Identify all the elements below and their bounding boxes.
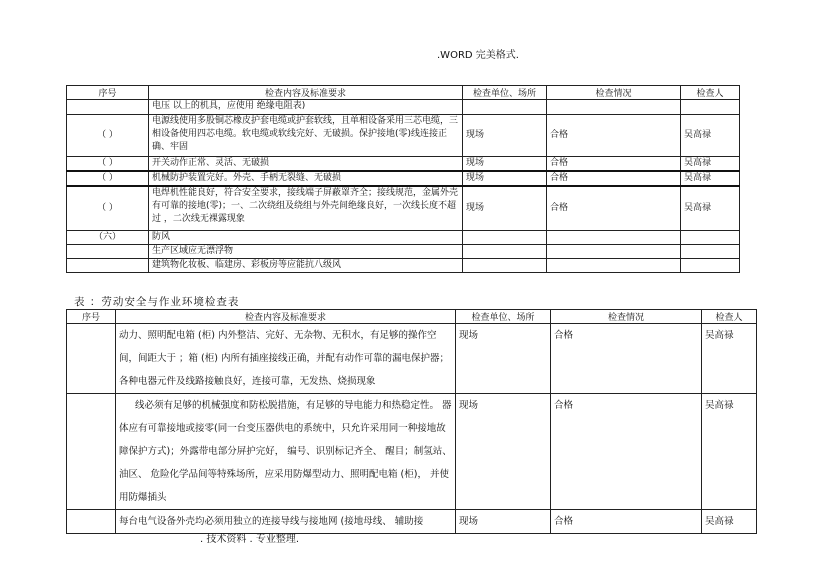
row-status: 合格 (547, 171, 681, 186)
table-row (67, 258, 740, 272)
table-row (67, 186, 740, 230)
row-unit (463, 100, 547, 115)
row-no: （ ） (67, 157, 149, 172)
row-no (67, 258, 149, 272)
table-row (67, 510, 757, 534)
header-inspector: 检查人 (702, 310, 757, 324)
row-inspector: 吴高禄 (681, 115, 740, 157)
row-no (67, 324, 116, 394)
row-unit: 现场 (456, 324, 551, 394)
row-unit: 现场 (463, 171, 547, 186)
header-status: 检查情况 (547, 86, 681, 100)
table-header-row (67, 310, 757, 324)
row-unit (463, 230, 547, 244)
row-no: （六） (67, 230, 149, 244)
header-no: 序号 (67, 310, 116, 324)
labor-safety-inspection-table (66, 309, 757, 534)
row-unit (463, 244, 547, 258)
row-inspector: 吴高禄 (702, 510, 757, 534)
row-inspector (681, 100, 740, 115)
row-no: （ ） (67, 115, 149, 157)
row-status: 合格 (551, 324, 702, 394)
table-row (67, 230, 740, 244)
row-content: 开关动作正常、灵活、无破损 (149, 157, 463, 172)
row-unit: 现场 (456, 394, 551, 510)
header-unit: 检查单位、场所 (456, 310, 551, 324)
table-row (67, 394, 757, 510)
row-inspector (681, 258, 740, 272)
row-status (547, 258, 681, 272)
header-no: 序号 (67, 86, 149, 100)
row-unit: 现场 (463, 157, 547, 172)
row-inspector: 吴高禄 (681, 157, 740, 172)
row-content: 防风 (149, 230, 463, 244)
row-status (547, 100, 681, 115)
row-inspector: 吴高禄 (702, 324, 757, 394)
table-row (67, 115, 740, 157)
row-no (67, 394, 116, 510)
table-row (67, 324, 757, 394)
header-inspector: 检查人 (681, 86, 740, 100)
header-status: 检查情况 (551, 310, 702, 324)
row-no (67, 100, 149, 115)
row-inspector (681, 244, 740, 258)
row-no: （ ） (67, 186, 149, 230)
row-unit: 现场 (463, 115, 547, 157)
row-content: 线必须有足够的机械强度和防松脱措施，有足够的导电能力和热稳定性。 器体应有可靠接地或接零(同一台变压器供电的系统中，只允许采用同一种接地故障保护方式)；外露带电部分屏护完好， 编号、识别标记齐全、 醒目；制氢站、油区、 危险化学品间等特殊场所，应采用防爆型动力、照明配电箱 (柜)， 并使用防爆插头 (116, 394, 456, 510)
header-note: .WORD 完美格式. (437, 50, 519, 61)
row-unit (463, 258, 547, 272)
footer-note: . 技术资料 . 专业整理. (200, 534, 300, 545)
table-row (67, 171, 740, 186)
row-inspector: 吴高禄 (681, 171, 740, 186)
row-content: 电源线使用多股铜芯橡皮护套电缆或护套软线，且单相设备采用三芯电缆，三相设备使用四芯电缆。软电缆或软线完好、无破损。保护接地(零)线连接正确、牢固 (149, 115, 463, 157)
row-content: 电压 以上的机具，应使用 绝缘电阻表) (149, 100, 463, 115)
row-inspector (681, 230, 740, 244)
row-content: 建筑物化妆板、临建房、彩板房等应能抗八级风 (149, 258, 463, 272)
row-no (67, 244, 149, 258)
row-status: 合格 (547, 157, 681, 172)
row-status: 合格 (551, 510, 702, 534)
row-unit: 现场 (456, 510, 551, 534)
row-content: 动力、照明配电箱 (柜) 内外整洁、完好、无杂物、无积水，有足够的操作空间，间距大于 ；箱 (柜) 内所有插座接线正确，并配有动作可靠的漏电保护器；各种电器元件及线路接触良好，连接可靠，无发热、烧损现象 (116, 324, 456, 394)
electrical-tools-inspection-table (66, 85, 740, 273)
header-content: 检查内容及标准要求 (149, 86, 463, 100)
row-unit: 现场 (463, 186, 547, 230)
table-caption: 表 ：劳动安全与作业环境检查表 (74, 296, 240, 308)
table-row (67, 100, 740, 115)
row-status: 合格 (551, 394, 702, 510)
header-unit: 检查单位、场所 (463, 86, 547, 100)
row-status (547, 244, 681, 258)
row-no: （ ） (67, 171, 149, 186)
row-content: 每台电气设备外壳均必须用独立的连接导线与接地网 (接地母线、 辅助接 (116, 510, 456, 534)
row-content: 电焊机性能良好，符合安全要求，接线端子屏蔽罩齐全；接线规范，金属外壳有可靠的接地(零)；一、二次绕组及绕组与外壳间绝缘良好，一次线长度不超过 ，二次线无裸露现象 (149, 186, 463, 230)
table-row (67, 244, 740, 258)
row-content: 机械防护装置完好。外壳、手柄无裂缝、无破损 (149, 171, 463, 186)
row-no (67, 510, 116, 534)
row-inspector: 吴高禄 (702, 394, 757, 510)
table-row (67, 157, 740, 172)
row-inspector: 吴高禄 (681, 186, 740, 230)
table-header-row (67, 86, 740, 100)
row-status: 合格 (547, 186, 681, 230)
header-content: 检查内容及标准要求 (116, 310, 456, 324)
row-status (547, 230, 681, 244)
row-status: 合格 (547, 115, 681, 157)
row-content: 生产区域应无漂浮物 (149, 244, 463, 258)
